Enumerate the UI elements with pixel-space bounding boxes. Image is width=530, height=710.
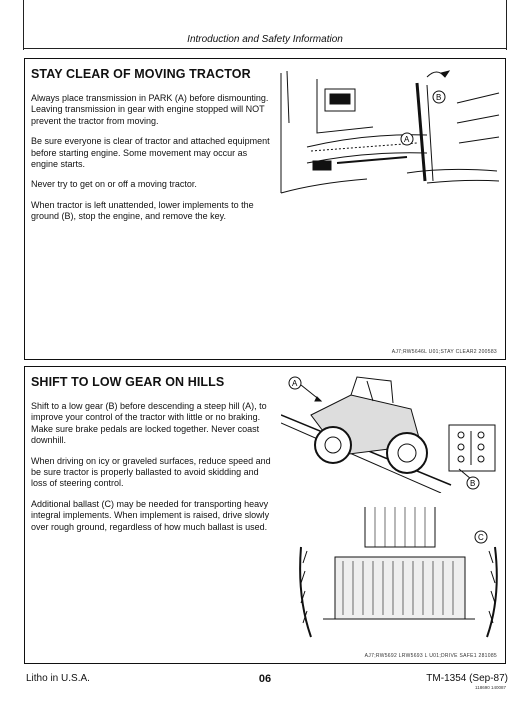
transmission-park-illustration [277, 63, 503, 203]
section-body [31, 93, 273, 232]
document-id: TM-1354 (Sep-87) [426, 673, 508, 684]
page-header-title: Introduction and Safety Information [187, 34, 343, 45]
tractor-on-hill-illustration [281, 375, 501, 493]
callout-b: B [436, 93, 442, 102]
section-body [31, 401, 273, 542]
page-number: 06 [258, 673, 272, 685]
footer-litho: Litho in U.S.A. [26, 673, 90, 684]
callout-a: A [404, 135, 410, 144]
callout-b: B [470, 479, 476, 488]
reference-code: AJ7;RW5646L U01;STAY CLEAR2 200583 [391, 349, 497, 355]
section-heading: SHIFT TO LOW GEAR ON HILLS [31, 375, 225, 389]
section-stay-clear [24, 58, 506, 360]
paragraph: Be sure everyone is clear of tractor and attached equipment before starting engine. Some movement may occur as engine starts. [31, 136, 270, 170]
callout-c: C [478, 533, 484, 542]
reference-code: AJ7;RW5692 LRW5693 L U01;DRIVE SAFE1 281085 [364, 653, 497, 659]
callout-a: A [292, 379, 298, 388]
footer-code: 118690 140087 [475, 685, 506, 690]
front-ballast-illustration [295, 507, 501, 647]
section-shift-low-gear [24, 366, 506, 664]
header-rule [23, 48, 507, 49]
paragraph: Shift to a low gear (B) before descending a steep hill (A), to improve your control of the tractor with little or no braking. Make sure brake pedals are locked together. Never coast downhill. [31, 401, 267, 446]
paragraph: When tractor is left unattended, lower implements to the ground (B), stop the engine, and remove the key. [31, 199, 254, 222]
paragraph: Additional ballast (C) may be needed for transporting heavy integral implements. When implement is raised, drive slowly over rough ground, regardless of how much ballast is used. [31, 498, 270, 532]
paragraph: Always place transmission in PARK (A) before dismounting. Leaving transmission in gear with engine stopped will NOT prevent the tractor from moving. [31, 93, 269, 126]
paragraph: Never try to get on or off a moving tractor. [31, 179, 197, 190]
section-heading: STAY CLEAR OF MOVING TRACTOR [31, 67, 251, 81]
paragraph: When driving on icy or graveled surfaces, reduce speed and be sure tractor is properly ballasted to avoid skidding and loss of steering control. [31, 455, 271, 489]
